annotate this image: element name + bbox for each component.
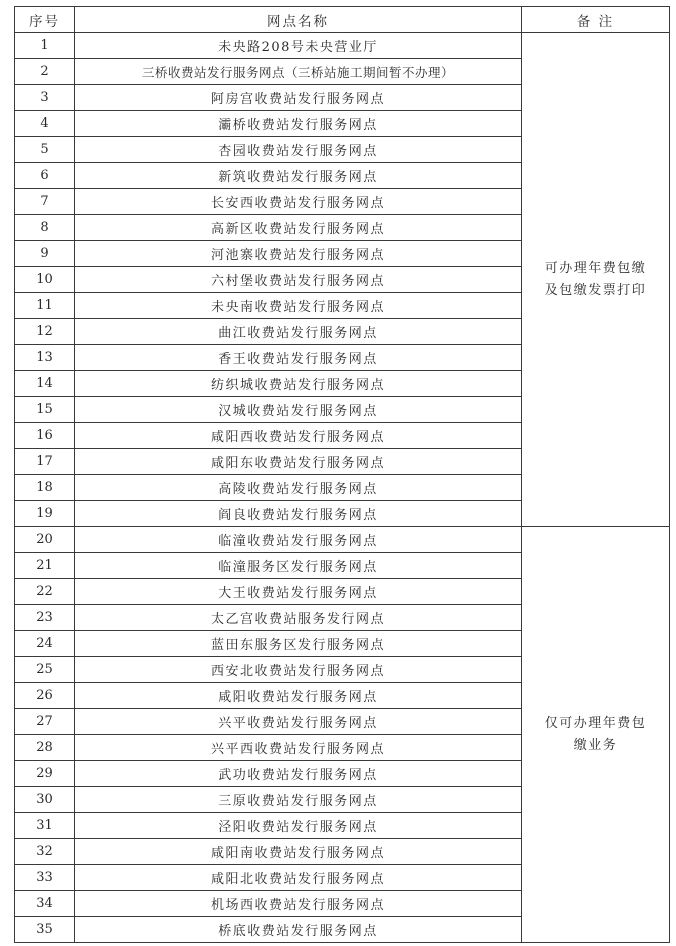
- row-outlet-name: 桥底收费站发行服务网点: [75, 917, 522, 943]
- row-outlet-name: 临潼收费站发行服务网点: [75, 527, 522, 553]
- row-outlet-name: 纺织城收费站发行服务网点: [75, 371, 522, 397]
- row-outlet-name: 河池寨收费站发行服务网点: [75, 241, 522, 267]
- header-serial-number: 序号: [15, 7, 75, 33]
- row-serial-number: 24: [15, 631, 75, 657]
- row-outlet-name: 咸阳收费站发行服务网点: [75, 683, 522, 709]
- row-serial-number: 31: [15, 813, 75, 839]
- row-serial-number: 5: [15, 137, 75, 163]
- row-outlet-name: 三桥收费站发行服务网点（三桥站施工期间暂不办理）: [75, 59, 522, 85]
- row-serial-number: 27: [15, 709, 75, 735]
- row-outlet-name: 西安北收费站发行服务网点: [75, 657, 522, 683]
- row-serial-number: 11: [15, 293, 75, 319]
- row-serial-number: 9: [15, 241, 75, 267]
- row-serial-number: 6: [15, 163, 75, 189]
- row-outlet-name: 咸阳北收费站发行服务网点: [75, 865, 522, 891]
- row-serial-number: 28: [15, 735, 75, 761]
- row-outlet-name: 咸阳南收费站发行服务网点: [75, 839, 522, 865]
- table-header-row: [15, 7, 670, 33]
- row-serial-number: 21: [15, 553, 75, 579]
- row-serial-number: 22: [15, 579, 75, 605]
- row-outlet-name: 曲江收费站发行服务网点: [75, 319, 522, 345]
- remark-group-1: 可办理年费包缴及包缴发票打印: [522, 33, 670, 527]
- row-outlet-name: 高陵收费站发行服务网点: [75, 475, 522, 501]
- table-body: [15, 33, 670, 943]
- row-outlet-name: 大王收费站发行服务网点: [75, 579, 522, 605]
- row-outlet-name: 咸阳西收费站发行服务网点: [75, 423, 522, 449]
- row-serial-number: 33: [15, 865, 75, 891]
- service-outlet-table: [14, 6, 670, 943]
- row-serial-number: 17: [15, 449, 75, 475]
- row-outlet-name: 杏园收费站发行服务网点: [75, 137, 522, 163]
- row-serial-number: 3: [15, 85, 75, 111]
- row-outlet-name: 未央路208号未央营业厅: [75, 33, 522, 59]
- row-outlet-name: 阎良收费站发行服务网点: [75, 501, 522, 527]
- row-serial-number: 32: [15, 839, 75, 865]
- row-serial-number: 23: [15, 605, 75, 631]
- row-outlet-name: 机场西收费站发行服务网点: [75, 891, 522, 917]
- row-serial-number: 13: [15, 345, 75, 371]
- row-outlet-name: 兴平西收费站发行服务网点: [75, 735, 522, 761]
- row-outlet-name: 兴平收费站发行服务网点: [75, 709, 522, 735]
- row-serial-number: 29: [15, 761, 75, 787]
- row-serial-number: 19: [15, 501, 75, 527]
- row-outlet-name: 长安西收费站发行服务网点: [75, 189, 522, 215]
- header-remarks: 备 注: [522, 7, 670, 33]
- row-serial-number: 4: [15, 111, 75, 137]
- row-serial-number: 34: [15, 891, 75, 917]
- service-outlet-table-sheet: [14, 6, 669, 943]
- row-outlet-name: 阿房宫收费站发行服务网点: [75, 85, 522, 111]
- row-serial-number: 8: [15, 215, 75, 241]
- header-outlet-name: 网点名称: [75, 7, 522, 33]
- row-serial-number: 12: [15, 319, 75, 345]
- row-outlet-name: 灞桥收费站发行服务网点: [75, 111, 522, 137]
- row-outlet-name: 临潼服务区发行服务网点: [75, 553, 522, 579]
- row-serial-number: 30: [15, 787, 75, 813]
- row-serial-number: 25: [15, 657, 75, 683]
- row-outlet-name: 六村堡收费站发行服务网点: [75, 267, 522, 293]
- row-outlet-name: 太乙宫收费站服务发行网点: [75, 605, 522, 631]
- row-serial-number: 16: [15, 423, 75, 449]
- row-serial-number: 1: [15, 33, 75, 59]
- row-serial-number: 14: [15, 371, 75, 397]
- row-serial-number: 2: [15, 59, 75, 85]
- row-serial-number: 20: [15, 527, 75, 553]
- row-serial-number: 10: [15, 267, 75, 293]
- row-serial-number: 35: [15, 917, 75, 943]
- row-outlet-name: 汉城收费站发行服务网点: [75, 397, 522, 423]
- remark-group-2: 仅可办理年费包缴业务: [522, 527, 670, 943]
- row-outlet-name: 泾阳收费站发行服务网点: [75, 813, 522, 839]
- row-outlet-name: 香王收费站发行服务网点: [75, 345, 522, 371]
- row-outlet-name: 三原收费站发行服务网点: [75, 787, 522, 813]
- row-outlet-name: 蓝田东服务区发行服务网点: [75, 631, 522, 657]
- row-outlet-name: 武功收费站发行服务网点: [75, 761, 522, 787]
- table-row: [15, 33, 670, 59]
- row-serial-number: 26: [15, 683, 75, 709]
- row-outlet-name: 高新区收费站发行服务网点: [75, 215, 522, 241]
- row-serial-number: 7: [15, 189, 75, 215]
- row-serial-number: 15: [15, 397, 75, 423]
- table-row: [15, 527, 670, 553]
- row-outlet-name: 未央南收费站发行服务网点: [75, 293, 522, 319]
- row-outlet-name: 新筑收费站发行服务网点: [75, 163, 522, 189]
- row-serial-number: 18: [15, 475, 75, 501]
- row-outlet-name: 咸阳东收费站发行服务网点: [75, 449, 522, 475]
